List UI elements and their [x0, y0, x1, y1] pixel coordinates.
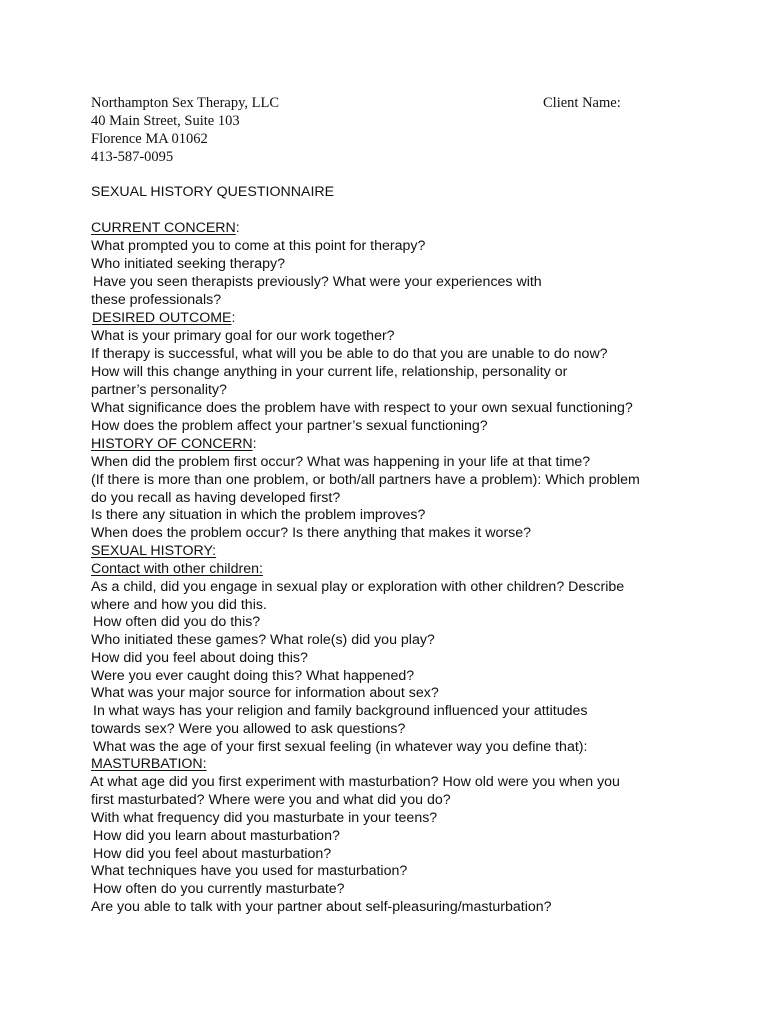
question-line: What was your major source for information about sex?: [91, 685, 439, 701]
subheading-contact-with-children: Contact with other children:: [91, 561, 263, 577]
question-line: do you recall as having developed first?: [91, 490, 341, 506]
address-line-1: 40 Main Street, Suite 103: [91, 113, 240, 129]
question-line: Who initiated seeking therapy?: [91, 256, 286, 272]
current-concern-heading-text: CURRENT CONCERN: [91, 220, 236, 236]
question-line: Is there any situation in which the problem improves?: [91, 507, 426, 523]
question-line: What significance does the problem have with respect to your own sexual functioning?: [91, 400, 633, 416]
question-line: where and how you did this.: [91, 597, 267, 613]
question-line: With what frequency did you masturbate in your teens?: [91, 810, 438, 826]
question-line: partner’s personality?: [91, 382, 227, 398]
desired-outcome-heading-text: DESIRED OUTCOME: [92, 310, 232, 326]
question-line: How often do you currently masturbate?: [93, 881, 345, 897]
address-line-2: Florence MA 01062: [91, 131, 208, 147]
question-line: How does the problem affect your partner’s sexual functioning?: [91, 418, 488, 434]
question-line: What prompted you to come at this point for therapy?: [91, 238, 426, 254]
document-title: SEXUAL HISTORY QUESTIONNAIRE: [91, 184, 335, 200]
practice-name: Northampton Sex Therapy, LLC: [91, 95, 280, 111]
section-heading-current-concern: CURRENT CONCERN:: [91, 220, 240, 236]
question-line: Who initiated these games? What role(s) did you play?: [91, 632, 435, 648]
client-name-label: Client Name:: [543, 95, 621, 111]
question-line: How did you feel about masturbation?: [93, 846, 332, 862]
question-line: first masturbated? Where were you and what did you do?: [91, 792, 451, 808]
question-line: these professionals?: [91, 292, 222, 308]
question-line: In what ways has your religion and family background influenced your attitudes: [93, 703, 588, 719]
question-line: At what age did you first experiment with masturbation? How old were you when you: [90, 774, 620, 790]
question-line: Have you seen therapists previously? What were your experiences with: [93, 274, 542, 290]
section-heading-masturbation: MASTURBATION:: [91, 756, 207, 772]
question-line: Are you able to talk with your partner about self-pleasuring/masturbation?: [91, 899, 552, 915]
section-heading-sexual-history: SEXUAL HISTORY:: [91, 543, 217, 559]
section-heading-history-of-concern: HISTORY OF CONCERN:: [91, 436, 257, 452]
question-line: towards sex? Were you allowed to ask questions?: [91, 721, 406, 737]
question-line: (If there is more than one problem, or both/all partners have a problem): Which problem: [91, 472, 640, 488]
question-line: What was the age of your first sexual feeling (in whatever way you define that):: [93, 739, 588, 755]
question-line: How often did you do this?: [93, 614, 261, 630]
question-line: How will this change anything in your current life, relationship, personality or: [91, 364, 568, 380]
question-line: How did you learn about masturbation?: [93, 828, 340, 844]
question-line: How did you feel about doing this?: [91, 650, 308, 666]
question-line: What is your primary goal for our work together?: [91, 328, 395, 344]
question-line: As a child, did you engage in sexual play or exploration with other children? Describe: [91, 579, 625, 595]
question-line: What techniques have you used for masturbation?: [91, 863, 408, 879]
question-line: When did the problem first occur? What was happening in your life at that time?: [91, 454, 591, 470]
question-line: When does the problem occur? Is there anything that makes it worse?: [91, 525, 532, 541]
question-line: Were you ever caught doing this? What happened?: [91, 668, 415, 684]
question-line: If therapy is successful, what will you be able to do that you are unable to do now?: [91, 346, 608, 362]
phone-number: 413-587-0095: [91, 149, 174, 165]
history-of-concern-heading-text: HISTORY OF CONCERN: [91, 436, 253, 452]
section-heading-desired-outcome: DESIRED OUTCOME:: [92, 310, 236, 326]
